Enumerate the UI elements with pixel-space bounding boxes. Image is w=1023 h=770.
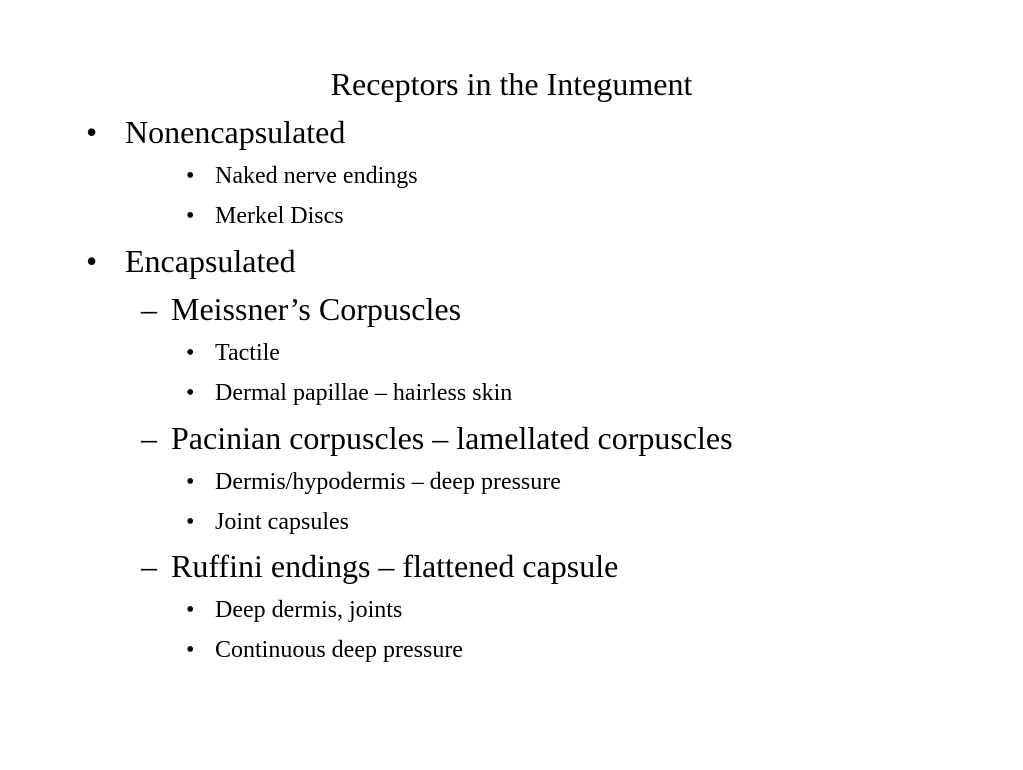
sub-bullet-text: Merkel Discs bbox=[215, 203, 344, 229]
bullet-icon: • bbox=[86, 243, 98, 279]
sub-bullet-text: Deep dermis, joints bbox=[215, 597, 403, 623]
bullet-icon: • bbox=[186, 380, 195, 406]
bullet-icon: • bbox=[86, 114, 98, 150]
slide-title: Receptors in the Integument bbox=[330, 66, 693, 102]
sub-bullet-text: Dermal papillae – hairless skin bbox=[215, 380, 513, 406]
sub-bullet-text: Tactile bbox=[215, 340, 280, 366]
sub-bullet-text: Continuous deep pressure bbox=[215, 637, 463, 663]
bullet-icon: • bbox=[186, 469, 195, 495]
bullet-icon: • bbox=[186, 203, 195, 229]
dash-text: Meissner’s Corpuscles bbox=[171, 291, 462, 327]
sub-bullet-text: Dermis/hypodermis – deep pressure bbox=[215, 469, 561, 495]
dash-icon: – bbox=[141, 420, 157, 456]
sub-bullet-text: Naked nerve endings bbox=[215, 163, 418, 189]
dash-icon: – bbox=[141, 291, 157, 327]
dash-text: Ruffini endings – flattened capsule bbox=[171, 548, 619, 584]
bullet-icon: • bbox=[186, 163, 195, 189]
bullet-icon: • bbox=[186, 597, 195, 623]
dash-text: Pacinian corpuscles – lamellated corpuscles bbox=[171, 420, 733, 456]
bullet-icon: • bbox=[186, 340, 195, 366]
bullet-text: Encapsulated bbox=[125, 243, 296, 279]
bullet-icon: • bbox=[186, 637, 195, 663]
bullet-text: Nonencapsulated bbox=[125, 114, 346, 150]
sub-bullet-text: Joint capsules bbox=[215, 509, 349, 535]
bullet-icon: • bbox=[186, 509, 195, 535]
dash-icon: – bbox=[141, 548, 157, 584]
